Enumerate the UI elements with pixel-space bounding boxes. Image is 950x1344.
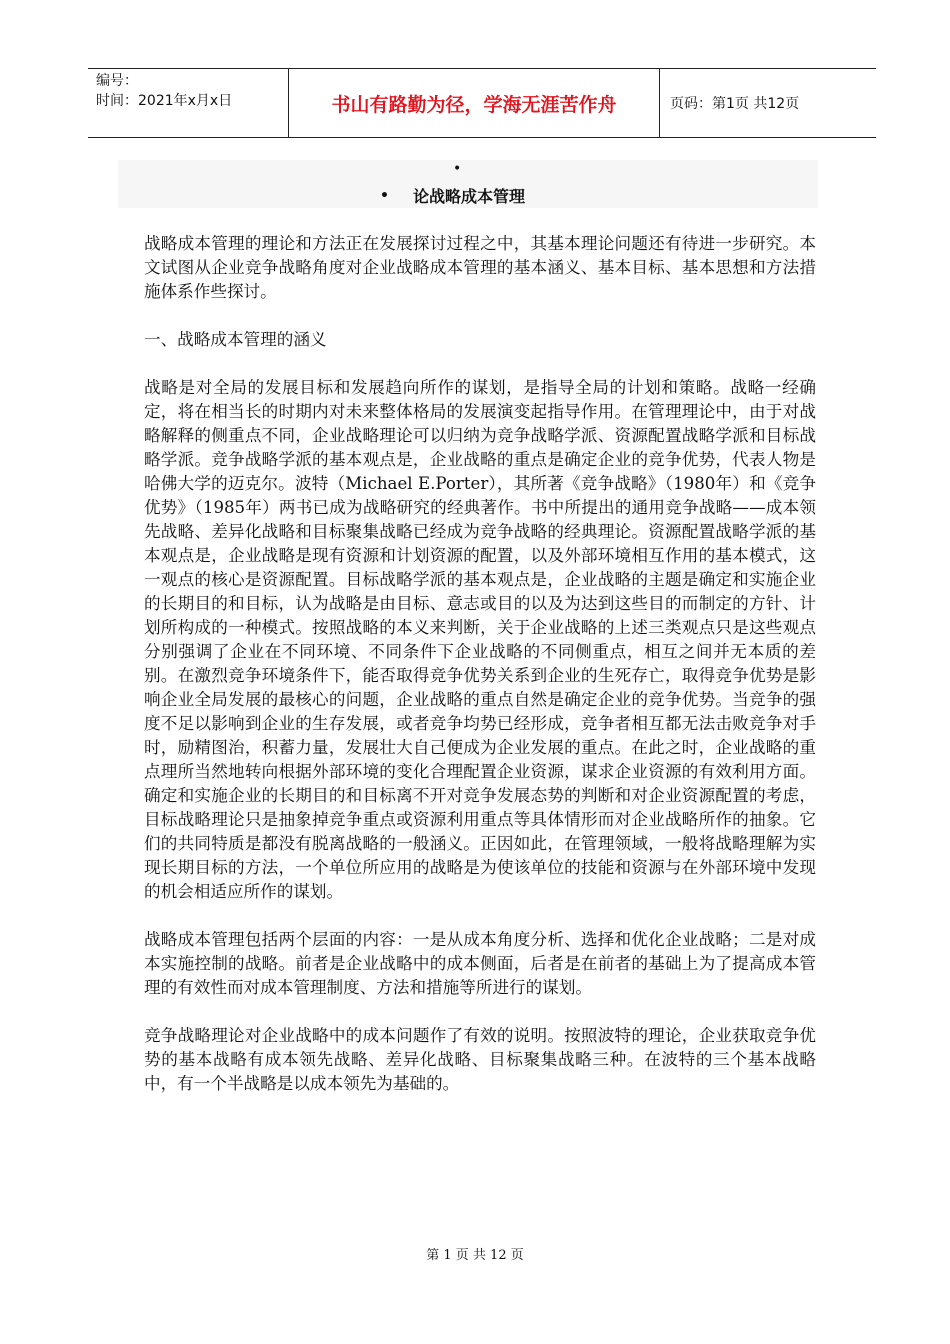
- header-meta-cell: [88, 69, 288, 137]
- document-body: [144, 232, 816, 1120]
- bullet-top: •: [453, 161, 462, 177]
- motto-text: 书山有路勤为径，学海无涯苦作舟: [331, 93, 617, 116]
- document-title-row: [380, 184, 525, 207]
- number-label: 编号：: [96, 73, 138, 89]
- title-bullet: •: [380, 187, 389, 204]
- header-motto-cell: [288, 69, 660, 137]
- paragraph-competition: 竞争战略理论对企业战略中的成本问题作了有效的说明。按照波特的理论，企业获取竞争优势的基本战略有成本领先战略、差异化战略、目标聚集战略三种。在波特的三个基本战略中，有一个半战略是以成本领先为基础的。: [144, 1026, 816, 1093]
- paragraph-strategy: 战略是对全局的发展目标和发展趋向所作的谋划，是指导全局的计划和策略。战略一经确定，将在相当长的时期内对未来整体格局的发展演变起指导作用。在管理理论中，由于对战略解释的侧重点不同，企业战略理论可以归纳为竞争战略学派、资源配置战略学派和目标战略学派。竞争战略学派的基本观点是，企业战略的重点是确定企业的竞争优势，代表人物是哈佛大学的迈克尔。波特（Michael E.Porter），其所著《竞争战略》（1980年）和《竞争优势》（1985年）两书已成为战略研究的经典著作。书中所提出的通用竞争战略——成本领先战略、差异化战略和目标聚集战略已经成为竞争战略的经典理论。资源配置战略学派的基本观点是，企业战略是现有资源和计划资源的配置，以及外部环境相互作用的基本模式，这一观点的核心是资源配置。目标战略学派的基本观点是，企业战略的主题是确定和实施企业的长期目的和目标，认为战略是由目标、意志或目的以及为达到这些目的而制定的方针、计划所构成的一种模式。按照战略的本义来判断，关于企业战略的上述三类观点只是这些观点分别强调了企业在不同环境、不同条件下企业战略的不同侧重点，相互之间并无本质的差别。在激烈竞争环境条件下，能否取得竞争优势关系到企业的生死存亡，取得竞争优势是影响企业全局发展的最核心的问题，企业战略的重点自然是确定企业的竞争优势。当竞争的强度不足以影响到企业的生存发展，或者竞争均势已经形成，竞争者相互都无法击败竞争对手时，励精图治，积蓄力量，发展壮大自己便成为企业发展的重点。在此之时，企业战略的重点理所当然地转向根据外部环境的变化合理配置企业资源，谋求企业资源的有效利用方面。确定和实施企业的长期目的和目标离不开对竞争发展态势的判断和对企业资源配置的考虑，目标战略理论只是抽象掉竞争重点或资源利用重点等具体情形而对企业战略所作的抽象。它们的共同特质是都没有脱离战略的一般涵义。正因如此，在管理领域，一般将战略理解为实现长期目标的方法，一个单位所应用的战略是为使该单位的技能和资源与在外部环境中发现的机会相适应所作的谋划。: [144, 378, 816, 901]
- paragraph-two-levels: 战略成本管理包括两个层面的内容：一是从成本角度分析、选择和优化企业战略；二是对成本实施控制的战略。前者是企业战略中的成本侧面，后者是在前者的基础上为了提高成本管理的有效性而对成本管理制度、方法和措施等所进行的谋划。: [144, 930, 816, 997]
- paragraph-intro: 战略成本管理的理论和方法正在发展探讨过程之中，其基本理论问题还有待进一步研究。本文试图从企业竞争战略角度对企业战略成本管理的基本涵义、基本目标、基本思想和方法措施体系作些探讨。: [144, 234, 816, 301]
- document-title: 论战略成本管理: [412, 187, 525, 206]
- page-info: 页码：第1页 共12页: [670, 96, 800, 112]
- section-heading: 一、战略成本管理的涵义: [144, 330, 327, 349]
- footer-page-number: 第 1 页 共 12 页: [426, 1248, 524, 1263]
- time-label: 时间：2021年x月x日: [96, 93, 233, 109]
- header-page-cell: [660, 69, 876, 137]
- page-footer: [0, 1244, 950, 1263]
- header-table: [88, 68, 876, 138]
